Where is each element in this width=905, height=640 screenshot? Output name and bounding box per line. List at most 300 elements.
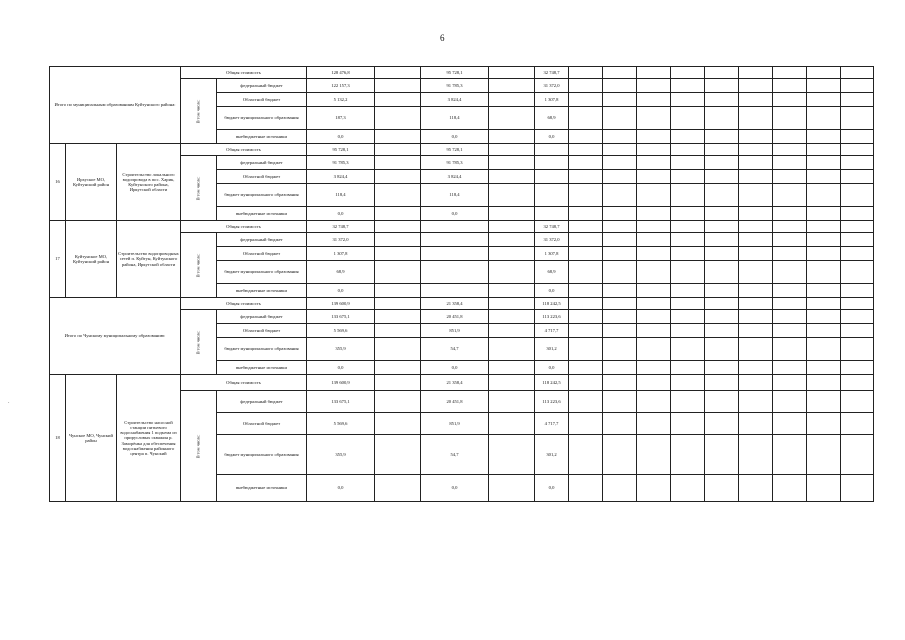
value-year-2: 113 223,6 (535, 310, 569, 324)
empty-cell (739, 435, 773, 475)
value-total: 139 600,9 (307, 298, 375, 310)
empty-cell (841, 156, 874, 170)
empty-cell (773, 284, 807, 298)
empty-cell (773, 375, 807, 391)
value-year-2: 4 717,7 (535, 413, 569, 435)
project-description: Строительство насосной станции питьевого водоснабжения 1 подъема из прирусловых скважин р. Заморёнка для обеспечения водоснабжения районного центра п. Чунский (117, 375, 181, 502)
value-year-2 (535, 170, 569, 184)
municipal-budget-label: бюджет муниципального образования (217, 107, 307, 130)
value-year-1: 0,0 (421, 207, 489, 221)
empty-cell (807, 310, 841, 324)
value-year-2: 118 242,5 (535, 298, 569, 310)
empty-cell (807, 233, 841, 247)
empty-cell (671, 93, 705, 107)
empty-cell (671, 475, 705, 502)
empty-cell (375, 338, 421, 361)
empty-cell (489, 298, 535, 310)
empty-cell (375, 184, 421, 207)
empty-cell (671, 67, 705, 79)
empty-cell (637, 156, 671, 170)
row-number: 17 (50, 221, 66, 298)
empty-cell (705, 413, 739, 435)
empty-cell (841, 298, 874, 310)
empty-cell (739, 475, 773, 502)
empty-cell (375, 261, 421, 284)
empty-cell (603, 107, 637, 130)
including-label-text: В том числе: (195, 253, 201, 278)
empty-cell (489, 475, 535, 502)
empty-cell (671, 284, 705, 298)
empty-cell (637, 361, 671, 375)
empty-cell (603, 261, 637, 284)
empty-cell (375, 310, 421, 324)
empty-cell (489, 261, 535, 284)
empty-cell (489, 361, 535, 375)
empty-cell (671, 233, 705, 247)
empty-cell (375, 67, 421, 79)
empty-cell (739, 338, 773, 361)
empty-cell (807, 284, 841, 298)
empty-cell (375, 107, 421, 130)
empty-cell (807, 184, 841, 207)
value-year-1: 91 785,3 (421, 79, 489, 93)
empty-cell (739, 156, 773, 170)
empty-cell (705, 67, 739, 79)
value-year-2: 0,0 (535, 361, 569, 375)
empty-cell (603, 338, 637, 361)
empty-cell (489, 79, 535, 93)
value-total: 5 569,6 (307, 413, 375, 435)
empty-cell (375, 93, 421, 107)
empty-cell (489, 233, 535, 247)
empty-cell (807, 413, 841, 435)
empty-cell (807, 475, 841, 502)
empty-cell (671, 170, 705, 184)
empty-cell (569, 413, 603, 435)
empty-cell (739, 170, 773, 184)
value-year-1: 0,0 (421, 130, 489, 144)
value-total: 0,0 (307, 361, 375, 375)
empty-cell (807, 261, 841, 284)
empty-cell (375, 79, 421, 93)
empty-cell (671, 221, 705, 233)
section-total-title: Итого по муниципальным образованиям Куйтунского района: (50, 67, 181, 144)
empty-cell (671, 207, 705, 221)
empty-cell (671, 338, 705, 361)
empty-cell (603, 130, 637, 144)
empty-cell (489, 130, 535, 144)
empty-cell (671, 144, 705, 156)
empty-cell (637, 435, 671, 475)
regional-budget-label: Областной бюджет (217, 170, 307, 184)
empty-cell (671, 361, 705, 375)
value-year-1: 0,0 (421, 475, 489, 502)
value-year-1 (421, 261, 489, 284)
empty-cell (705, 207, 739, 221)
empty-cell (569, 233, 603, 247)
empty-cell (705, 361, 739, 375)
empty-cell (489, 170, 535, 184)
empty-cell (671, 413, 705, 435)
empty-cell (773, 207, 807, 221)
value-year-2 (535, 156, 569, 170)
empty-cell (637, 221, 671, 233)
empty-cell (705, 233, 739, 247)
empty-cell (637, 375, 671, 391)
empty-cell (807, 170, 841, 184)
empty-cell (637, 207, 671, 221)
empty-cell (489, 247, 535, 261)
empty-cell (705, 107, 739, 130)
table-row (50, 298, 874, 310)
empty-cell (773, 261, 807, 284)
empty-cell (705, 144, 739, 156)
municipal-budget-label: бюджет муниципального образования (217, 184, 307, 207)
empty-cell (489, 207, 535, 221)
value-year-2: 113 223,6 (535, 391, 569, 413)
empty-cell (773, 413, 807, 435)
empty-cell (773, 324, 807, 338)
empty-cell (739, 107, 773, 130)
empty-cell (773, 221, 807, 233)
empty-cell (569, 184, 603, 207)
empty-cell (637, 93, 671, 107)
empty-cell (489, 375, 535, 391)
value-total: 187,3 (307, 107, 375, 130)
empty-cell (739, 130, 773, 144)
empty-cell (841, 207, 874, 221)
empty-cell (841, 391, 874, 413)
empty-cell (807, 391, 841, 413)
value-total: 3 824,4 (307, 170, 375, 184)
value-total: 5 132,2 (307, 93, 375, 107)
empty-cell (569, 221, 603, 233)
municipal-budget-label: бюджет муниципального образования (217, 338, 307, 361)
empty-cell (773, 475, 807, 502)
empty-cell (569, 298, 603, 310)
empty-cell (603, 298, 637, 310)
empty-cell (489, 310, 535, 324)
value-year-2: 301,2 (535, 435, 569, 475)
municipal-budget-label: бюджет муниципального образования (217, 261, 307, 284)
empty-cell (773, 156, 807, 170)
empty-cell (739, 79, 773, 93)
value-year-1: 118,4 (421, 184, 489, 207)
empty-cell (569, 261, 603, 284)
empty-cell (637, 413, 671, 435)
empty-cell (603, 375, 637, 391)
page-number: 6 (440, 33, 445, 43)
empty-cell (705, 93, 739, 107)
empty-cell (739, 361, 773, 375)
empty-cell (489, 67, 535, 79)
empty-cell (705, 79, 739, 93)
empty-cell (569, 375, 603, 391)
empty-cell (375, 221, 421, 233)
value-total: 355,9 (307, 435, 375, 475)
empty-cell (375, 170, 421, 184)
regional-budget-label: Областной бюджет (217, 93, 307, 107)
empty-cell (569, 79, 603, 93)
empty-cell (569, 144, 603, 156)
empty-cell (841, 221, 874, 233)
value-total: 139 600,9 (307, 375, 375, 391)
empty-cell (807, 338, 841, 361)
value-total: 68,9 (307, 261, 375, 284)
empty-cell (637, 261, 671, 284)
value-year-1: 95 728,1 (421, 144, 489, 156)
empty-cell (671, 298, 705, 310)
empty-cell (807, 156, 841, 170)
value-total: 118,4 (307, 184, 375, 207)
value-year-2: 0,0 (535, 475, 569, 502)
empty-cell (705, 221, 739, 233)
empty-cell (637, 338, 671, 361)
empty-cell (637, 391, 671, 413)
empty-cell (569, 338, 603, 361)
empty-cell (841, 375, 874, 391)
empty-cell (807, 144, 841, 156)
empty-cell (375, 144, 421, 156)
empty-cell (375, 435, 421, 475)
empty-cell (489, 324, 535, 338)
empty-cell (671, 310, 705, 324)
value-total: 31 372,0 (307, 233, 375, 247)
empty-cell (739, 144, 773, 156)
empty-cell (637, 170, 671, 184)
extra-sources-label: внебюджетные источники (217, 475, 307, 502)
empty-cell (569, 475, 603, 502)
empty-cell (773, 67, 807, 79)
empty-cell (807, 221, 841, 233)
value-total: 1 307,8 (307, 247, 375, 261)
value-year-1: 54,7 (421, 338, 489, 361)
empty-cell (807, 247, 841, 261)
empty-cell (375, 391, 421, 413)
empty-cell (841, 130, 874, 144)
empty-cell (841, 475, 874, 502)
empty-cell (807, 298, 841, 310)
federal-budget-label: федеральный бюджет (217, 156, 307, 170)
empty-cell (603, 475, 637, 502)
empty-cell (375, 475, 421, 502)
empty-cell (489, 93, 535, 107)
value-year-2: 1 307,8 (535, 93, 569, 107)
total-cost-label: Общая стоимость (181, 144, 307, 156)
empty-cell (841, 338, 874, 361)
empty-cell (705, 338, 739, 361)
empty-cell (637, 310, 671, 324)
empty-cell (637, 79, 671, 93)
empty-cell (603, 391, 637, 413)
value-year-2 (535, 144, 569, 156)
value-year-2: 0,0 (535, 284, 569, 298)
value-total: 95 728,1 (307, 144, 375, 156)
empty-cell (807, 361, 841, 375)
empty-cell (569, 130, 603, 144)
empty-cell (841, 107, 874, 130)
empty-cell (739, 284, 773, 298)
table-row (50, 221, 874, 233)
empty-cell (375, 361, 421, 375)
empty-cell (705, 310, 739, 324)
empty-cell (489, 144, 535, 156)
value-year-2: 68,9 (535, 261, 569, 284)
value-year-2 (535, 207, 569, 221)
empty-cell (375, 156, 421, 170)
empty-cell (375, 233, 421, 247)
empty-cell (773, 233, 807, 247)
empty-cell (807, 207, 841, 221)
empty-cell (705, 284, 739, 298)
empty-cell (637, 324, 671, 338)
regional-budget-label: Областной бюджет (217, 324, 307, 338)
empty-cell (841, 435, 874, 475)
empty-cell (773, 247, 807, 261)
table-row (50, 144, 874, 156)
empty-cell (375, 207, 421, 221)
empty-cell (841, 361, 874, 375)
empty-cell (637, 107, 671, 130)
empty-cell (671, 107, 705, 130)
empty-cell (375, 130, 421, 144)
empty-cell (671, 184, 705, 207)
total-cost-label: Общая стоимость (181, 67, 307, 79)
municipality-name: Ирхуское МО, Куйтунский район (66, 144, 117, 221)
empty-cell (375, 247, 421, 261)
value-year-2: 1 307,8 (535, 247, 569, 261)
value-year-1: 21 358,4 (421, 375, 489, 391)
value-total: 0,0 (307, 284, 375, 298)
empty-cell (489, 284, 535, 298)
empty-cell (489, 221, 535, 233)
empty-cell (569, 93, 603, 107)
empty-cell (739, 298, 773, 310)
empty-cell (375, 375, 421, 391)
empty-cell (671, 130, 705, 144)
empty-cell (637, 130, 671, 144)
value-year-1 (421, 284, 489, 298)
empty-cell (489, 184, 535, 207)
value-year-1: 0,0 (421, 361, 489, 375)
empty-cell (489, 435, 535, 475)
value-total: 0,0 (307, 130, 375, 144)
empty-cell (569, 435, 603, 475)
including-label-text: В том числе: (195, 176, 201, 201)
empty-cell (773, 338, 807, 361)
value-year-1: 54,7 (421, 435, 489, 475)
extra-sources-label: внебюджетные источники (217, 130, 307, 144)
row-number: 18 (50, 375, 66, 502)
empty-cell (637, 298, 671, 310)
empty-cell (841, 170, 874, 184)
value-year-2: 301,2 (535, 338, 569, 361)
value-year-2 (535, 184, 569, 207)
empty-cell (841, 144, 874, 156)
empty-cell (705, 170, 739, 184)
value-year-2: 4 717,7 (535, 324, 569, 338)
federal-budget-label: федеральный бюджет (217, 233, 307, 247)
value-total: 0,0 (307, 207, 375, 221)
empty-cell (375, 298, 421, 310)
empty-cell (705, 324, 739, 338)
empty-cell (603, 67, 637, 79)
value-year-1: 20 451,8 (421, 310, 489, 324)
value-year-1: 20 451,8 (421, 391, 489, 413)
value-year-2: 0,0 (535, 130, 569, 144)
empty-cell (739, 310, 773, 324)
including-label-text: В том числе: (195, 99, 201, 124)
extra-sources-label: внебюджетные источники (217, 284, 307, 298)
value-year-1: 851,9 (421, 413, 489, 435)
empty-cell (705, 435, 739, 475)
empty-cell (705, 375, 739, 391)
empty-cell (603, 170, 637, 184)
empty-cell (569, 391, 603, 413)
empty-cell (569, 361, 603, 375)
empty-cell (489, 338, 535, 361)
empty-cell (637, 233, 671, 247)
empty-cell (773, 361, 807, 375)
project-description: Строительство локального водопровода в пос. Харик, Куйтунского района, Иркутской области (117, 144, 181, 221)
empty-cell (773, 107, 807, 130)
empty-cell (841, 261, 874, 284)
empty-cell (773, 184, 807, 207)
value-year-2: 118 242,5 (535, 375, 569, 391)
value-total: 0,0 (307, 475, 375, 502)
value-total: 5 569,6 (307, 324, 375, 338)
including-label (181, 310, 217, 375)
including-label (181, 391, 217, 502)
empty-cell (807, 93, 841, 107)
empty-cell (705, 184, 739, 207)
empty-cell (603, 156, 637, 170)
value-year-1: 3 824,4 (421, 93, 489, 107)
including-label-text: В том числе: (195, 330, 201, 355)
empty-cell (671, 156, 705, 170)
empty-cell (603, 184, 637, 207)
project-description: Строительство водопроводных сетей п. Куйтун, Куйтунского района, Иркутской области (117, 221, 181, 298)
federal-budget-label: федеральный бюджет (217, 79, 307, 93)
empty-cell (807, 324, 841, 338)
value-year-1: 91 785,3 (421, 156, 489, 170)
empty-cell (671, 261, 705, 284)
municipal-budget-label: бюджет муниципального образования (217, 435, 307, 475)
empty-cell (841, 324, 874, 338)
empty-cell (603, 284, 637, 298)
empty-cell (375, 324, 421, 338)
value-total: 133 675,1 (307, 310, 375, 324)
extra-sources-label: внебюджетные источники (217, 361, 307, 375)
empty-cell (671, 79, 705, 93)
empty-cell (841, 413, 874, 435)
empty-cell (705, 475, 739, 502)
empty-cell (603, 221, 637, 233)
empty-cell (569, 310, 603, 324)
empty-cell (637, 284, 671, 298)
empty-cell (637, 67, 671, 79)
empty-cell (807, 435, 841, 475)
empty-cell (637, 475, 671, 502)
empty-cell (773, 93, 807, 107)
empty-cell (671, 391, 705, 413)
empty-cell (705, 391, 739, 413)
empty-cell (739, 184, 773, 207)
empty-cell (705, 156, 739, 170)
empty-cell (637, 184, 671, 207)
empty-cell (841, 310, 874, 324)
extra-sources-label: внебюджетные источники (217, 207, 307, 221)
